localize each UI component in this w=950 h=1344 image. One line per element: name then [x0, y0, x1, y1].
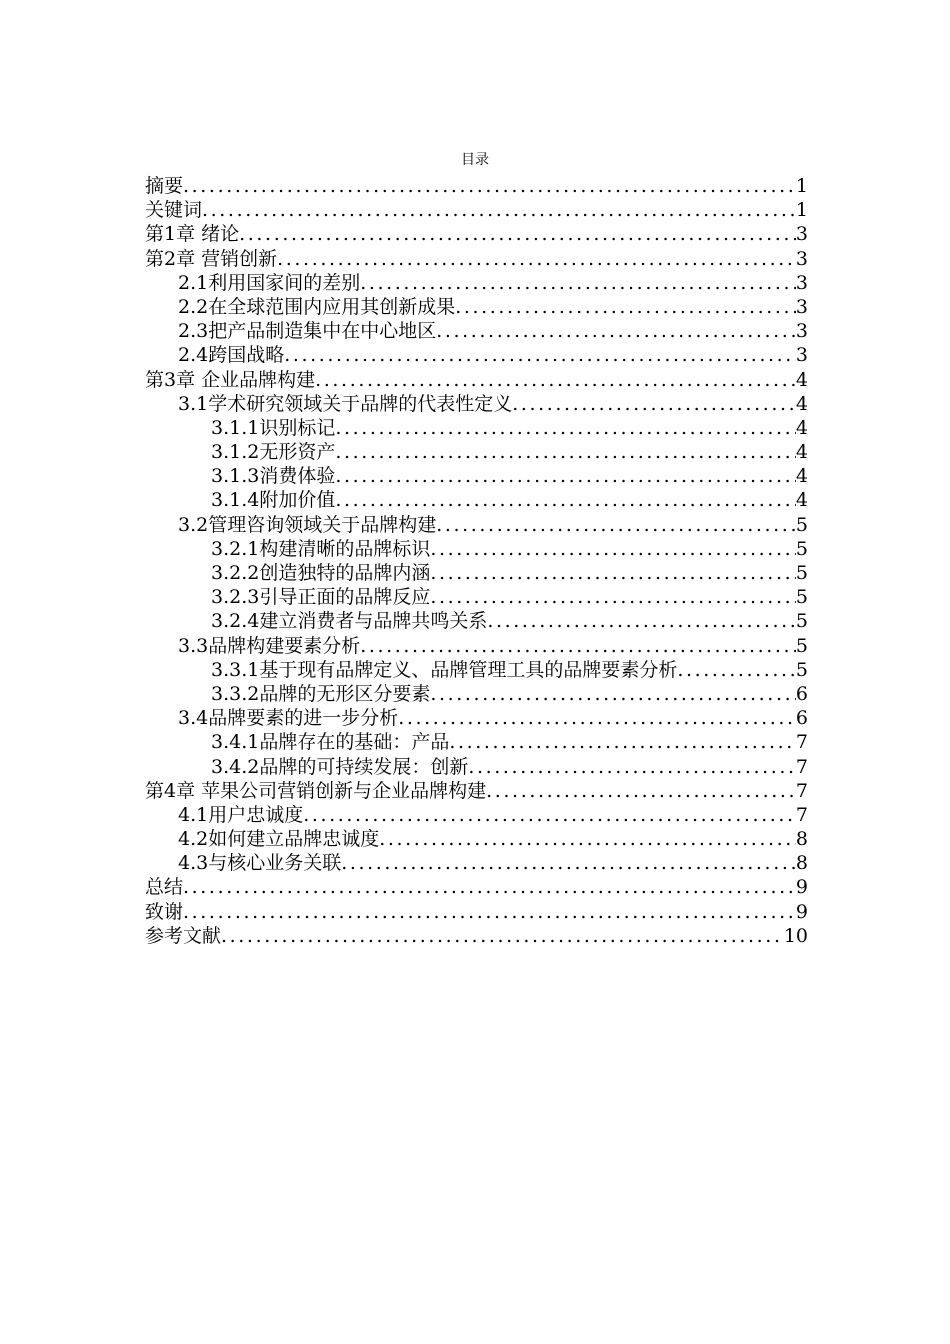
table-of-contents — [145, 174, 808, 948]
toc-entry-label: 2.4跨国战略 — [178, 344, 285, 367]
toc-entry[interactable] — [145, 924, 808, 948]
toc-entry-label: 4.1用户忠诚度 — [178, 803, 304, 826]
toc-entry-label: 2.3把产品制造集中在中心地区 — [178, 320, 437, 343]
toc-entry[interactable] — [145, 537, 808, 561]
toc-entry[interactable] — [145, 222, 808, 246]
toc-entry[interactable] — [145, 271, 808, 295]
toc-entry[interactable] — [145, 392, 808, 416]
toc-entry[interactable] — [145, 247, 808, 271]
toc-dot-leader — [430, 682, 796, 706]
toc-entry[interactable] — [145, 513, 808, 537]
toc-dot-leader — [360, 634, 796, 658]
toc-dot-leader — [183, 900, 796, 924]
toc-title: 目录 — [461, 152, 489, 168]
toc-entry-label: 摘要 — [145, 175, 184, 197]
toc-entry-label: 关键词 — [145, 199, 203, 222]
toc-entry-label: 3.1.4附加价值 — [211, 489, 336, 512]
toc-entry[interactable] — [145, 706, 808, 730]
toc-entry-page-number: 7 — [795, 731, 808, 754]
toc-dot-leader — [239, 222, 796, 246]
toc-entry-label: 第4章 苹果公司营销创新与企业品牌构建 — [145, 779, 487, 802]
toc-dot-leader — [512, 392, 796, 416]
toc-dot-leader — [303, 803, 796, 827]
toc-entry-label: 3.4品牌要素的进一步分析 — [178, 707, 399, 730]
toc-entry-page-number: 3 — [795, 247, 808, 270]
toc-dot-leader — [449, 730, 796, 754]
toc-entry-label: 参考文献 — [145, 924, 222, 947]
toc-entry[interactable] — [145, 851, 808, 875]
toc-entry-page-number: 9 — [795, 876, 808, 899]
toc-entry[interactable] — [145, 609, 808, 633]
toc-entry-label: 第2章 营销创新 — [145, 247, 278, 270]
toc-entry-page-number: 7 — [795, 779, 808, 802]
toc-entry-label: 3.4.2品牌的可持续发展：创新 — [211, 755, 469, 778]
toc-entry[interactable] — [145, 900, 808, 924]
toc-entry-page-number: 3 — [795, 295, 808, 318]
toc-dot-leader — [315, 368, 796, 392]
toc-entry[interactable] — [145, 779, 808, 803]
toc-dot-leader — [379, 827, 796, 851]
toc-entry-page-number: 5 — [795, 610, 808, 633]
toc-dot-leader — [430, 561, 796, 585]
toc-dot-leader — [202, 198, 796, 222]
toc-entry-page-number: 3 — [795, 223, 808, 246]
toc-entry-page-number: 4 — [795, 416, 808, 439]
toc-dot-leader — [430, 585, 796, 609]
toc-entry[interactable] — [145, 561, 808, 585]
toc-entry[interactable] — [145, 488, 808, 512]
toc-entry[interactable] — [145, 803, 808, 827]
toc-dot-leader — [436, 319, 796, 343]
toc-entry-label: 3.1.3消费体验 — [211, 465, 336, 488]
toc-dot-leader — [398, 706, 796, 730]
toc-entry-label: 3.1.2无形资产 — [211, 441, 336, 464]
toc-dot-leader — [335, 488, 796, 512]
toc-dot-leader — [436, 513, 796, 537]
toc-entry-label: 4.3与核心业务关联 — [178, 852, 342, 875]
toc-entry[interactable] — [145, 682, 808, 706]
toc-entry-page-number: 3 — [795, 320, 808, 343]
toc-entry[interactable] — [145, 875, 808, 899]
toc-dot-leader — [335, 464, 796, 488]
toc-entry[interactable] — [145, 755, 808, 779]
toc-dot-leader — [486, 779, 796, 803]
toc-dot-leader — [487, 609, 796, 633]
toc-entry-label: 3.2.4建立消费者与品牌共鸣关系 — [211, 610, 488, 633]
toc-entry-page-number: 10 — [783, 924, 808, 947]
toc-entry[interactable] — [145, 440, 808, 464]
toc-entry-page-number: 6 — [795, 682, 808, 705]
toc-entry-label: 2.1利用国家间的差别 — [178, 271, 361, 294]
toc-dot-leader — [430, 537, 796, 561]
toc-entry-label: 3.2.1构建清晰的品牌标识 — [211, 537, 431, 560]
toc-entry-label: 3.2管理咨询领域关于品牌构建 — [178, 513, 437, 536]
toc-entry-page-number: 9 — [795, 900, 808, 923]
toc-entry-page-number: 5 — [795, 513, 808, 536]
toc-entry-page-number: 4 — [795, 465, 808, 488]
toc-entry[interactable] — [145, 658, 808, 682]
toc-entry-label: 致谢 — [145, 900, 184, 923]
toc-entry-page-number: 4 — [795, 441, 808, 464]
toc-entry-label: 3.3.2品牌的无形区分要素 — [211, 682, 431, 705]
toc-entry-page-number: 6 — [795, 707, 808, 730]
toc-dot-leader — [277, 247, 796, 271]
toc-entry-label: 4.2如何建立品牌忠诚度 — [178, 828, 380, 851]
toc-entry-page-number: 4 — [795, 489, 808, 512]
toc-entry-page-number: 5 — [795, 634, 808, 657]
toc-dot-leader — [677, 658, 796, 682]
toc-entry-label: 第3章 企业品牌构建 — [145, 368, 316, 391]
toc-dot-leader — [221, 924, 784, 948]
toc-entry-page-number: 1 — [795, 175, 808, 197]
toc-entry-label: 3.3品牌构建要素分析 — [178, 634, 361, 657]
toc-entry[interactable] — [145, 295, 808, 319]
toc-entry-page-number: 5 — [795, 586, 808, 609]
toc-entry-page-number: 5 — [795, 658, 808, 681]
toc-entry-label: 第1章 绪论 — [145, 223, 240, 246]
toc-entry[interactable] — [145, 319, 808, 343]
toc-entry[interactable] — [145, 416, 808, 440]
toc-entry-label: 2.2在全球范围内应用其创新成果 — [178, 295, 456, 318]
toc-entry[interactable] — [145, 634, 808, 658]
toc-entry[interactable] — [145, 730, 808, 754]
toc-entry-page-number: 4 — [795, 368, 808, 391]
toc-entry-label: 3.4.1品牌存在的基础：产品 — [211, 731, 450, 754]
toc-dot-leader — [335, 440, 796, 464]
toc-entry-page-number: 7 — [795, 755, 808, 778]
toc-entry-page-number: 3 — [795, 344, 808, 367]
toc-dot-leader — [360, 271, 796, 295]
toc-entry[interactable] — [145, 585, 808, 609]
toc-entry[interactable] — [145, 198, 808, 222]
toc-entry[interactable] — [145, 464, 808, 488]
toc-entry[interactable] — [145, 368, 808, 392]
toc-entry-page-number: 5 — [795, 537, 808, 560]
toc-entry-page-number: 1 — [795, 199, 808, 222]
toc-entry[interactable] — [145, 174, 808, 198]
toc-dot-leader — [183, 174, 796, 198]
toc-dot-leader — [335, 416, 796, 440]
toc-entry[interactable] — [145, 343, 808, 367]
toc-entry-label: 3.2.2创造独特的品牌内涵 — [211, 562, 431, 584]
toc-entry-label: 3.3.1基于现有品牌定义、品牌管理工具的品牌要素分析 — [211, 658, 678, 681]
toc-entry-label: 3.2.3引导正面的品牌反应 — [211, 586, 431, 609]
toc-entry-label: 总结 — [145, 876, 184, 899]
toc-dot-leader — [183, 875, 796, 899]
toc-entry-label: 3.1.1识别标记 — [211, 416, 336, 439]
toc-dot-leader — [455, 295, 796, 319]
toc-entry[interactable] — [145, 827, 808, 851]
toc-entry-page-number: 3 — [795, 271, 808, 294]
toc-entry-page-number: 8 — [795, 852, 808, 875]
toc-entry-page-number: 4 — [795, 392, 808, 415]
toc-entry-page-number: 8 — [795, 828, 808, 851]
toc-dot-leader — [284, 343, 796, 367]
toc-entry-page-number: 5 — [795, 562, 808, 584]
toc-entry-page-number: 7 — [795, 803, 808, 826]
toc-entry-label: 3.1学术研究领域关于品牌的代表性定义 — [178, 392, 513, 415]
toc-dot-leader — [468, 755, 796, 779]
toc-dot-leader — [341, 851, 796, 875]
